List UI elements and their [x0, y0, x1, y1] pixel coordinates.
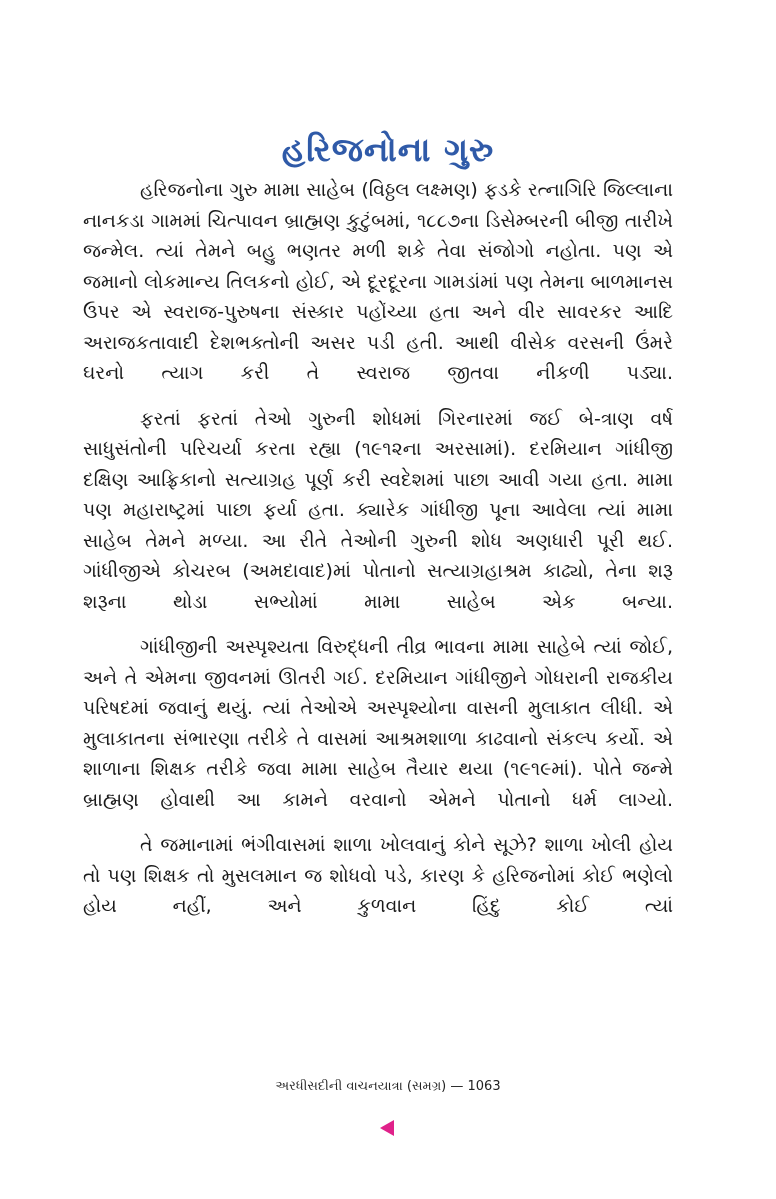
- page-title: હરિજનોના ગુરુ: [281, 130, 495, 170]
- article-body: [83, 175, 673, 937]
- paragraph-3: ગાંધીજીની અસ્પૃશ્યતા વિરુદ્ધની તીવ્ર ભાવના મામા સાહેબે ત્યાં જોઈ, અને તે એમના જીવનમાં ઊતરી ગઈ. દરમિયાન ગાંધીજીને ગોધરાની રાજકીય પરિષદમાં જવાનું થયું. ત્યાં તેઓએ અસ્પૃશ્યોના વાસની મુલાકાત લીધી. એ મુલાકાતના સંભારણા તરીકે તે વાસમાં આશ્રમશાળા કાઢવાનો સંકલ્પ કર્યો. એ શાળાના શિક્ષક તરીકે જવા મામા સાહેબ તૈયાર થયા (૧૯૧૯માં). પોતે જન્મે બ્રાહ્મણ હોવાથી આ કામને વરવાનો એમને પોતાનો ધર્મ લાગ્યો.: [83, 636, 673, 811]
- paragraph-1: હરિજનોના ગુરુ મામા સાહેબ (વિઠ્ઠલ લક્ષ્મણ) ફડકે રત્નાગિરિ જિલ્લાના નાનકડા ગામમાં ચિત્પાવન બ્રાહ્મણ કુટુંબમાં, ૧૮૮૭ના ડિસેમ્બરની બીજી તારીખે જન્મેલ. ત્યાં તેમને બહુ ભણતર મળી શકે તેવા સંજોગો નહોતા. પણ એ જમાનો લોકમાન્ય તિલકનો હોઈ, એ દૂરદૂરના ગામડાંમાં પણ તેમના બાળમાનસ ઉપર એ સ્વરાજ-પુરુષના સંસ્કાર પહોંચ્યા હતા અને વીર સાવરકર આદિ અરાજકતાવાદી દેશભક્તોની અસર પડી હતી. આથી વીસેક વરસની ઉંમરે ઘરનો ત્યાગ કરી તે સ્વરાજ જીતવા નીકળી પડ્યા.: [83, 179, 673, 384]
- paragraph-2: ફરતાં ફરતાં તેઓ ગુરુની શોધમાં ગિરનારમાં જઈ બે-ત્રાણ વર્ષ સાધુસંતોની પરિચર્યા કરતા રહ્યા (૧૯૧૨ના અરસામાં). દરમિયાન ગાંધીજી દક્ષિણ આફ્રિકાનો સત્યાગ્રહ પૂર્ણ કરી સ્વદેશમાં પાછા આવી ગયા હતા. મામા પણ મહારાષ્ટ્રમાં પાછા ફર્યા હતા. ક્યારેક ગાંધીજી પૂના આવેલા ત્યાં મામા સાહેબ તેમને મળ્યા. આ રીતે તેઓની ગુરુની શોધ અણધારી પૂરી થઈ. ગાંધીજીએ કોચરબ (અમદાવાદ)માં પોતાનો સત્યાગ્રહાશ્રમ કાઢ્યો, તેના શરૂ શરૂના થોડા સભ્યોમાં મામા સાહેબ એક બન્યા.: [83, 407, 673, 613]
- paragraph-4: તે જમાનામાં ભંગીવાસમાં શાળા ખોલવાનું કોને સૂઝે? શાળા ખોલી હોય તો પણ શિક્ષક તો મુસલમાન જ શોધવો પડે, કારણ કે હરિજનોમાં કોઈ ભણેલો હોય નહીં, અને કુળવાન હિંદુ કોઈ ત્યાં: [83, 834, 673, 917]
- left-triangle-icon[interactable]: [380, 1120, 394, 1136]
- page-footer: અરધીસદીની વાચનયાત્રા (સમગ્ર) — 1063: [275, 1079, 501, 1094]
